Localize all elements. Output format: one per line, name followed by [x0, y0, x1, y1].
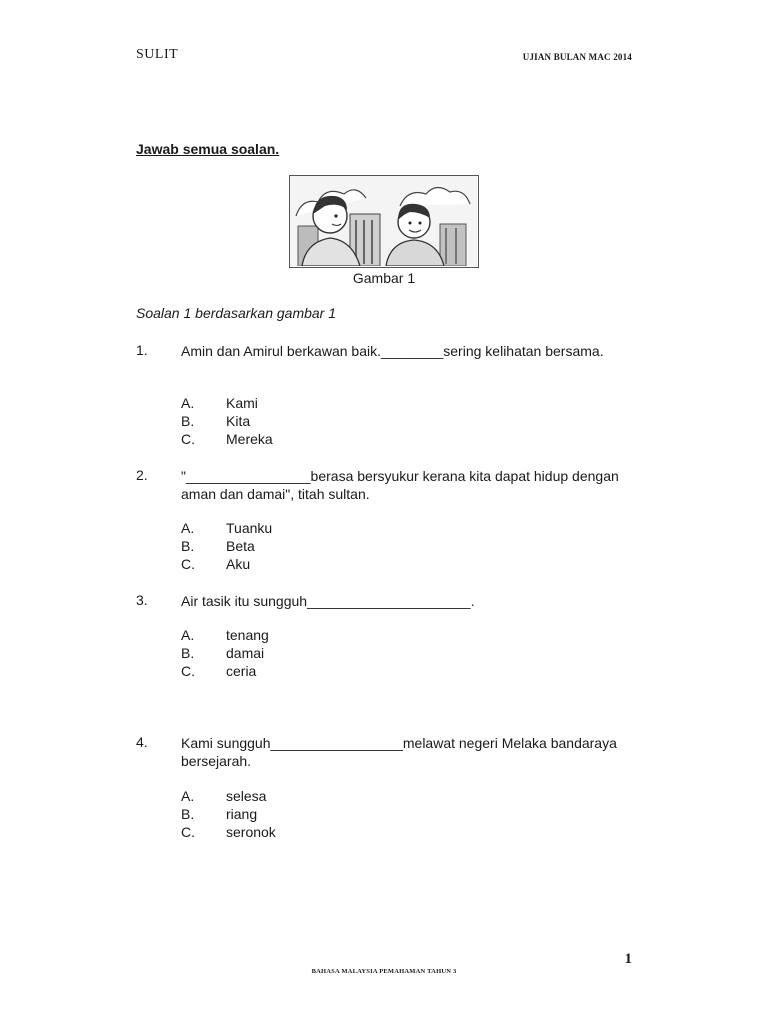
- header-right: UJIAN BULAN MAC 2014: [522, 52, 632, 62]
- option-letter: A.: [181, 395, 195, 411]
- option-text: ceria: [226, 663, 257, 679]
- footer-text: BAHASA MALAYSIA PEMAHAMAN TAHUN 3: [311, 968, 457, 975]
- option-letter: A.: [181, 788, 195, 804]
- header-left: SULIT: [136, 47, 179, 62]
- option-text: damai: [226, 645, 265, 661]
- option-letter: C.: [181, 431, 195, 447]
- section-note: Soalan 1 berdasarkan gambar 1: [136, 305, 337, 321]
- instruction-heading: Jawab semua soalan.: [136, 141, 280, 157]
- option-text: tenang: [226, 627, 269, 643]
- option-text: Kami: [226, 395, 258, 411]
- question-text: Kami sungguh_________________melawat negeri Melaka bandaraya bersejarah.: [181, 735, 617, 769]
- option-text: Mereka: [226, 431, 273, 447]
- question-number: 1.: [136, 342, 148, 358]
- option-letter: B.: [181, 413, 195, 429]
- question-text: "________________berasa bersyukur kerana kita dapat hidup dengan aman dan damai", titah sultan.: [181, 468, 619, 502]
- option-text: selesa: [226, 788, 267, 804]
- option-text: Beta: [226, 538, 255, 554]
- option-letter: C.: [181, 556, 195, 572]
- option-text: Kita: [226, 413, 251, 429]
- option-letter: A.: [181, 627, 195, 643]
- option-letter: C.: [181, 824, 195, 840]
- page-number: 1: [624, 951, 632, 967]
- option-letter: A.: [181, 520, 195, 536]
- option-text: Aku: [226, 556, 251, 572]
- question-text: Air tasik itu sungguh_____________________.: [181, 593, 475, 609]
- two-boys-illustration-icon: [290, 176, 477, 266]
- figure-gambar-1: [289, 175, 479, 268]
- question-number: 2.: [136, 467, 148, 483]
- figure-caption: Gambar 1: [352, 270, 416, 286]
- option-letter: B.: [181, 645, 195, 661]
- option-letter: B.: [181, 538, 195, 554]
- option-letter: C.: [181, 663, 195, 679]
- option-text: Tuanku: [226, 520, 273, 536]
- option-text: riang: [226, 806, 258, 822]
- option-text: seronok: [226, 824, 276, 840]
- question-text: Amin dan Amirul berkawan baik.________sering kelihatan bersama.: [181, 343, 604, 359]
- question-number: 3.: [136, 592, 148, 608]
- question-number: 4.: [136, 734, 148, 750]
- option-letter: B.: [181, 806, 195, 822]
